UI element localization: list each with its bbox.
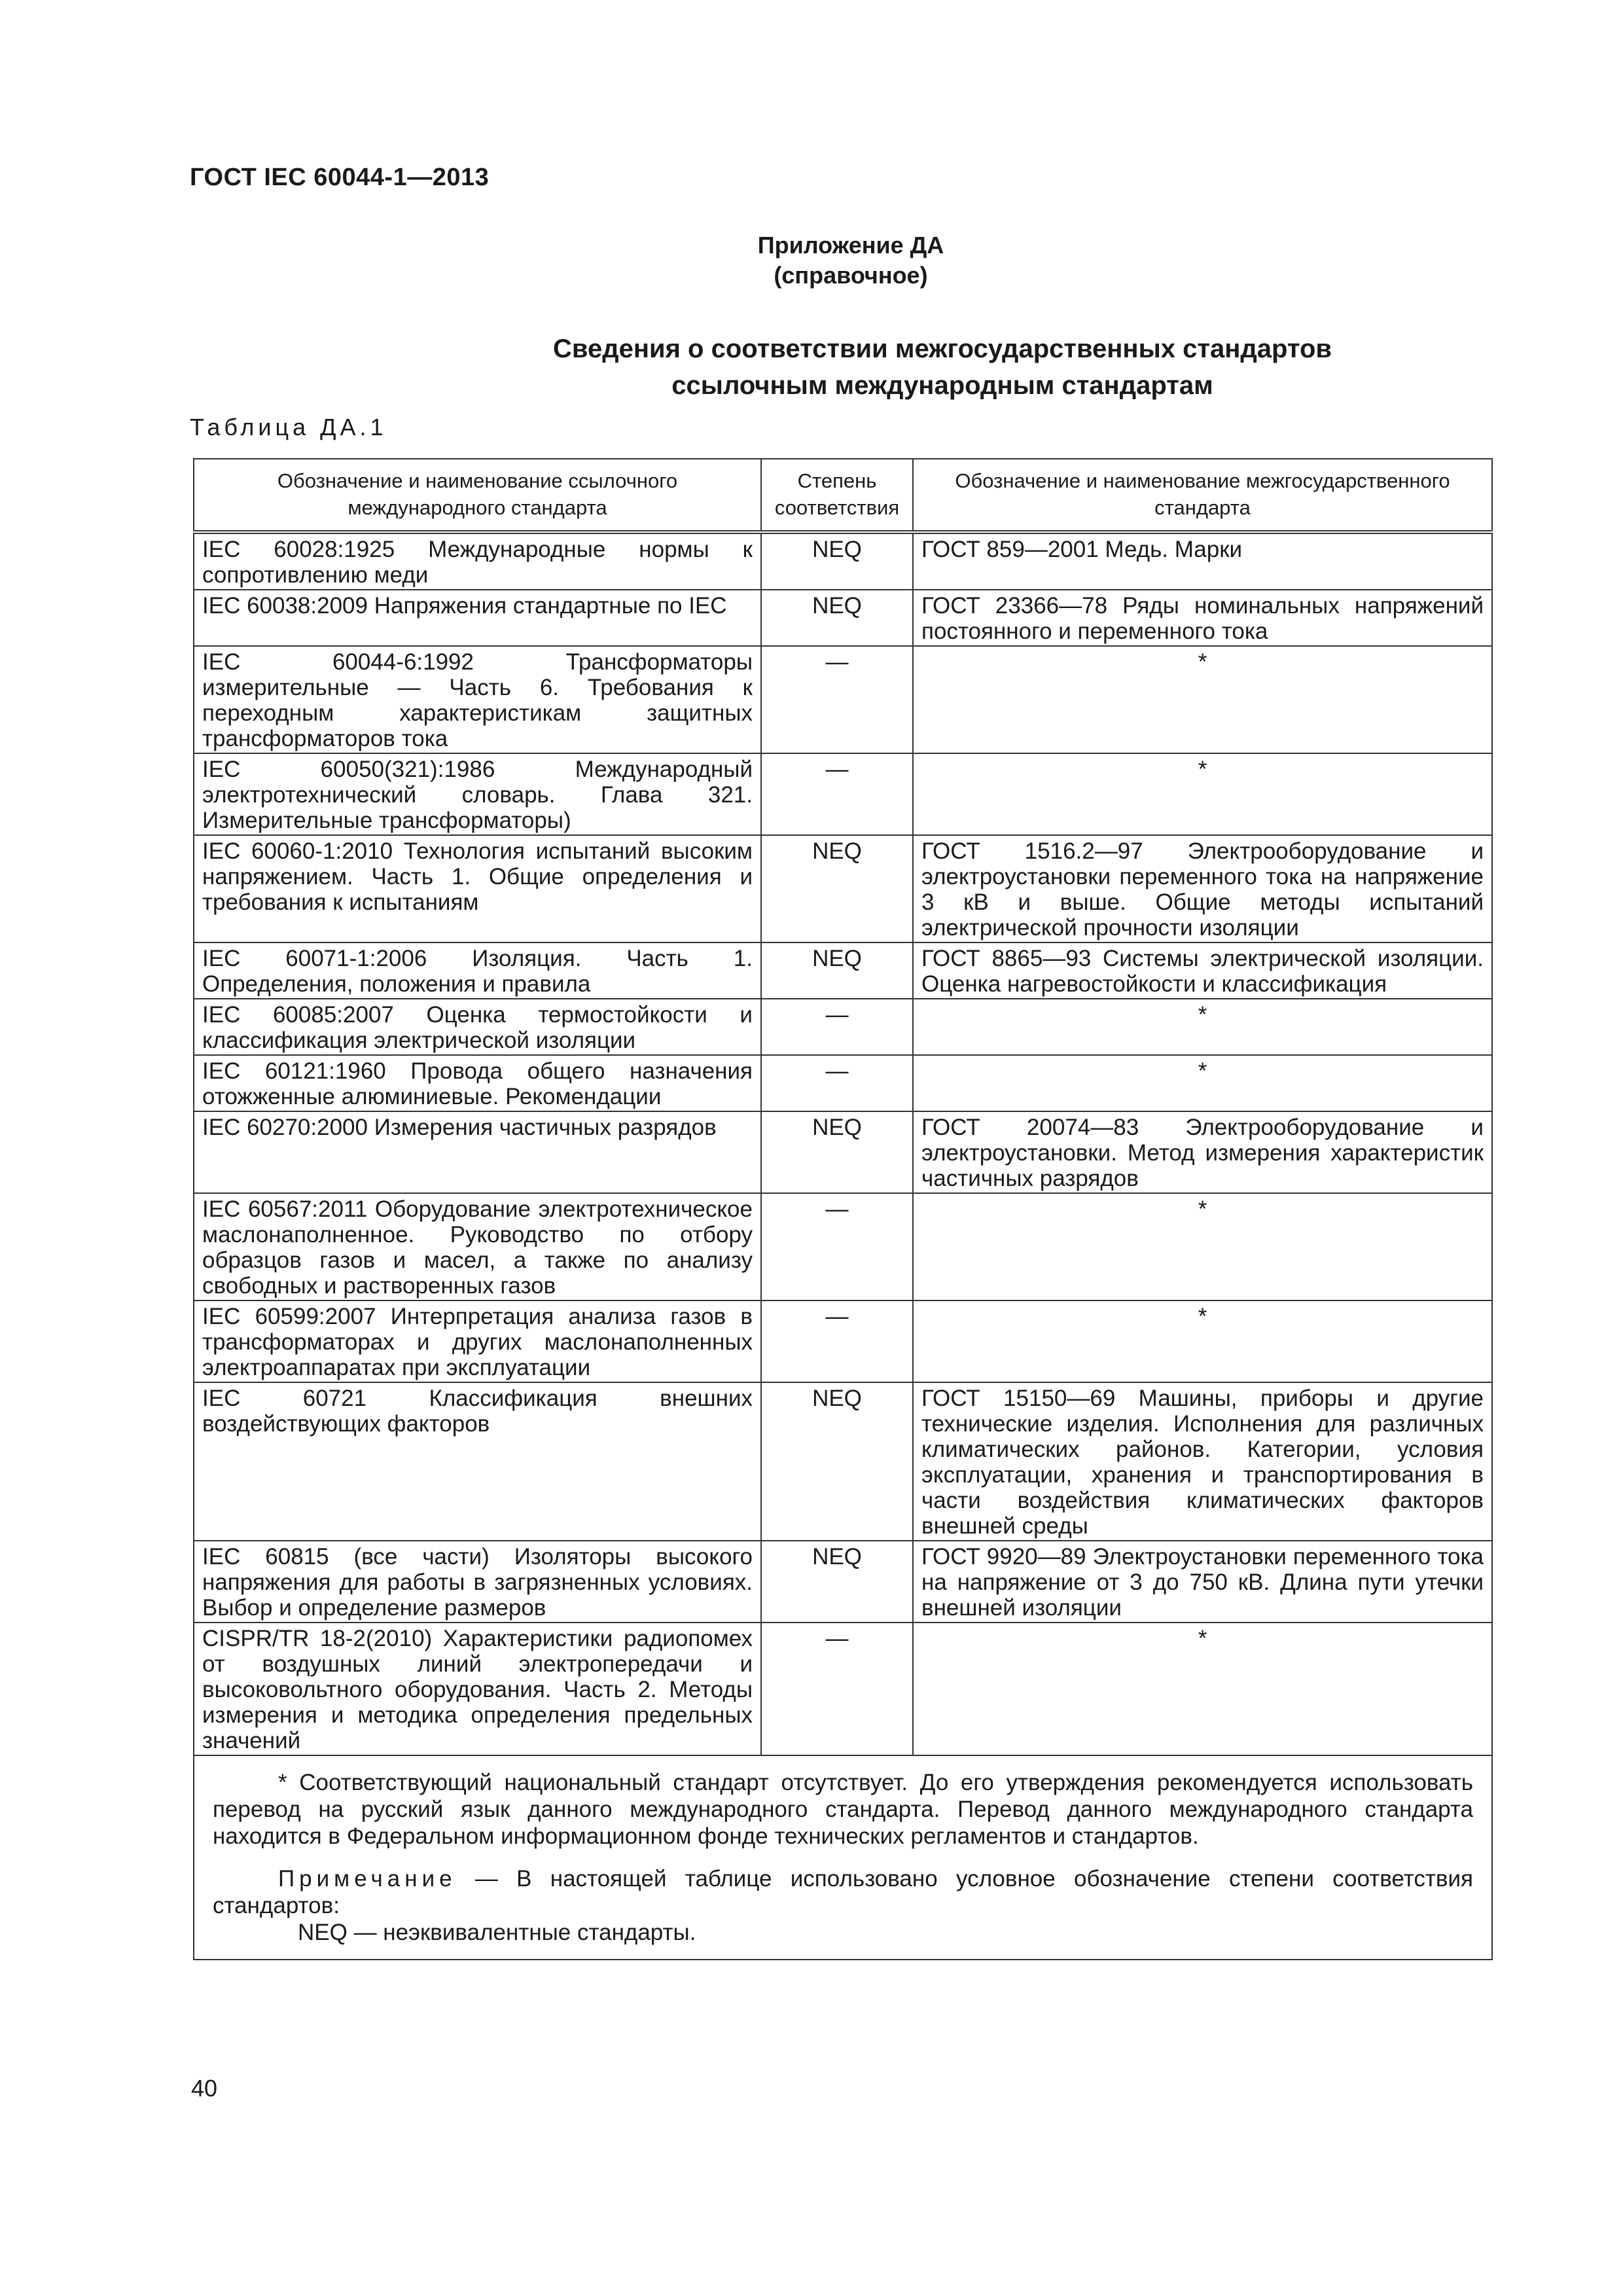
table-row [194, 753, 1492, 835]
cell-gost-standard: * [913, 1055, 1492, 1111]
cell-international-standard: IEC 60085:2007 Оценка термостойкости и классификация электрической изоляции [194, 999, 761, 1055]
cell-gost-standard: * [913, 753, 1492, 835]
table-row [194, 835, 1492, 942]
cell-degree: NEQ [761, 835, 913, 942]
table-row [194, 1382, 1492, 1541]
annex-heading [0, 230, 1623, 291]
cell-international-standard: IEC 60044-6:1992 Трансформаторы измерительные — Часть 6. Требования к переходным характеристикам защитных трансформаторов тока [194, 646, 761, 753]
cell-gost-standard: ГОСТ 20074—83 Электрооборудование и электроустановки. Метод измерения характеристик частичных разрядов [913, 1111, 1492, 1193]
cell-degree: — [761, 753, 913, 835]
table-row [194, 999, 1492, 1055]
table-footer [194, 1755, 1492, 1960]
cell-degree: — [761, 1193, 913, 1300]
cell-international-standard: IEC 60815 (все части) Изоляторы высокого напряжения для работы в загрязненных условиях. Выбор и определение размеров [194, 1541, 761, 1623]
annex-title: Приложение ДА [757, 232, 944, 259]
cell-gost-standard: * [913, 1193, 1492, 1300]
cell-gost-standard: ГОСТ 8865—93 Системы электрической изоляции. Оценка нагревостойкости и классификация [913, 942, 1492, 999]
cell-international-standard: CISPR/TR 18-2(2010) Характеристики радиопомех от воздушных линий электропередачи и высоковольтного оборудования. Часть 2. Методы измерения и методика определения предельных значений [194, 1623, 761, 1755]
table-row [194, 1193, 1492, 1300]
cell-degree: — [761, 1623, 913, 1755]
col-header-degree: Степень соответствия [761, 459, 913, 532]
note-text: — В настоящей таблице использовано условное обозначение степени соответствия стандартов: [213, 1866, 1473, 1918]
table-row [194, 646, 1492, 753]
table-row [194, 1300, 1492, 1382]
cell-gost-standard: ГОСТ 859—2001 Медь. Марки [913, 532, 1492, 590]
note-label: Примечание [278, 1866, 457, 1892]
cell-gost-standard: * [913, 999, 1492, 1055]
correspondence-table [193, 458, 1493, 1960]
cell-international-standard: IEC 60071-1:2006 Изоляция. Часть 1. Определения, положения и правила [194, 942, 761, 999]
table-header-row [194, 459, 1492, 532]
table-row [194, 1541, 1492, 1623]
cell-gost-standard: ГОСТ 23366—78 Ряды номинальных напряжений постоянного и переменного тока [913, 590, 1492, 646]
table-row [194, 590, 1492, 646]
cell-international-standard: IEC 60050(321):1986 Международный электротехнический словарь. Глава 321. Измерительные трансформаторы) [194, 753, 761, 835]
table-footer-row [194, 1755, 1492, 1960]
cell-international-standard: IEC 60028:1925 Международные нормы к сопротивлению меди [194, 532, 761, 590]
table-row [194, 942, 1492, 999]
col-header-gost: Обозначение и наименование межгосударственного стандарта [913, 459, 1492, 532]
cell-degree: NEQ [761, 1111, 913, 1193]
cell-degree: — [761, 646, 913, 753]
cell-gost-standard: * [913, 1300, 1492, 1382]
col-header-international: Обозначение и наименование ссылочного международного стандарта [194, 459, 761, 532]
title-line-1: Сведения о соответствии межгосударственных стандартов [553, 334, 1332, 363]
cell-gost-standard: * [913, 1623, 1492, 1755]
cell-degree: NEQ [761, 590, 913, 646]
cell-gost-standard: ГОСТ 1516.2—97 Электрооборудование и электроустановки переменного тока на напряжение 3 кВ и выше. Общие методы испытаний электрической прочности изоляции [913, 835, 1492, 942]
annex-subtitle: (справочное) [774, 262, 928, 289]
cell-international-standard: IEC 60270:2000 Измерения частичных разрядов [194, 1111, 761, 1193]
document-header: ГОСТ IEC 60044-1—2013 [190, 164, 490, 191]
cell-gost-standard: ГОСТ 15150—69 Машины, приборы и другие технические изделия. Исполнения для различных климатических районов. Категории, условия эксплуатации, хранения и транспортирования в части воздействия климатических факторов внешней среды [913, 1382, 1492, 1541]
cell-degree: NEQ [761, 1382, 913, 1541]
table-label: Таблица ДА.1 [190, 414, 387, 440]
cell-international-standard: IEC 60060-1:2010 Технология испытаний высоким напряжением. Часть 1. Общие определения и требования к испытаниям [194, 835, 761, 942]
cell-degree: NEQ [761, 1541, 913, 1623]
cell-international-standard: IEC 60567:2011 Оборудование электротехническое маслонаполненное. Руководство по отбору образцов газов и масел, а также по анализу свободных и растворенных газов [194, 1193, 761, 1300]
table-body [194, 532, 1492, 1960]
cell-degree: NEQ [761, 532, 913, 590]
table-row [194, 1111, 1492, 1193]
cell-international-standard: IEC 60121:1960 Провода общего назначения отожженные алюминиевые. Рекомендации [194, 1055, 761, 1111]
page-number: 40 [191, 2075, 218, 2102]
cell-gost-standard: * [913, 646, 1492, 753]
cell-international-standard: IEC 60038:2009 Напряжения стандартные по IEC [194, 590, 761, 646]
cell-international-standard: IEC 60599:2007 Интерпретация анализа газов в трансформаторах и других маслонаполненных электроаппаратах при эксплуатации [194, 1300, 761, 1382]
document-title [190, 331, 1623, 404]
title-line-2: ссылочным международным стандартам [671, 371, 1213, 400]
cell-degree: NEQ [761, 942, 913, 999]
neq-definition: NEQ — неэквивалентные стандарты. [298, 1920, 696, 1945]
cell-gost-standard: ГОСТ 9920—89 Электроустановки переменного тока на напряжение от 3 до 750 кВ. Длина пути утечки внешней изоляции [913, 1541, 1492, 1623]
cell-international-standard: IEC 60721 Классификация внешних воздействующих факторов [194, 1382, 761, 1541]
note-paragraph [213, 1865, 1473, 1919]
cell-degree: — [761, 999, 913, 1055]
table-row [194, 1055, 1492, 1111]
table-row [194, 532, 1492, 590]
table-row [194, 1623, 1492, 1755]
footnote-text: * Соответствующий национальный стандарт отсутствует. До его утверждения рекомендуется использовать перевод на русский язык данного международного стандарта. Перевод данного международного стандарта находится в Федеральном информационном фонде технических регламентов и стандартов. [213, 1770, 1473, 1849]
cell-degree: — [761, 1300, 913, 1382]
cell-degree: — [761, 1055, 913, 1111]
